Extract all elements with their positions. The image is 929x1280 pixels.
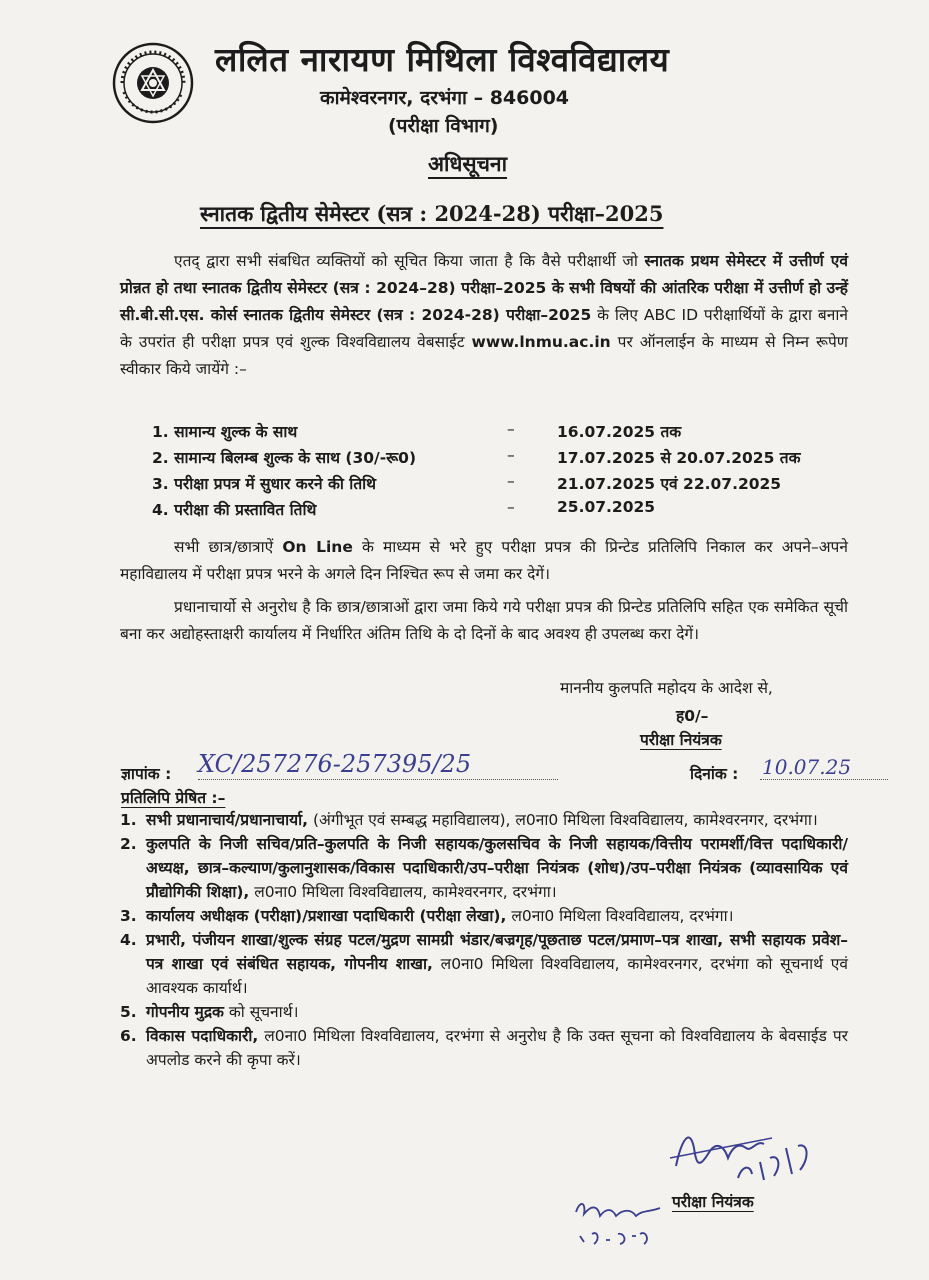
item-number: 2.: [120, 835, 137, 853]
schedule-date: 21.07.2025 एवं 22.07.2025: [557, 475, 782, 493]
item-number: 4.: [120, 931, 137, 949]
schedule-date: 17.07.2025 से 20.07.2025 तक: [557, 449, 801, 467]
intro-bold-1: स्नातक प्रथम सेमेस्टर में उत्तीर्ण एवं प्रोन्नत हो तथा स्नातक द्वितीय सेमेस्टर (सत्र : 2024–28) परीक्षा–2025 के सभी विषयों की आंतरिक परीक्षा में उत्तीर्ण हो उन्हें सी.बी.सी.एस. कोर्स स्नातक द्वितीय सेमेस्टर (सत्र : 2024-28) परीक्षा–2025: [120, 252, 848, 324]
item-bold: सभी प्रधानाचार्य/प्रधानाचार्या,: [146, 811, 309, 829]
item-text: ल0ना0 मिथिला विश्वविद्यालय, कामेश्वरनगर, दरभंगा।: [249, 883, 557, 901]
item-number: 1.: [120, 811, 137, 829]
schedule-row: [152, 472, 832, 498]
item-bold: गोपनीय मुद्रक: [146, 1003, 224, 1021]
list-item: [120, 928, 848, 1000]
list-item: [120, 1000, 848, 1024]
date-label: दिनांक :: [690, 765, 739, 783]
schedule-dash: –: [507, 446, 515, 464]
handwritten-signature: [668, 1118, 868, 1188]
item-text: (अंगीभूत एवं सम्बद्ध महाविद्यालय), ल0ना0 मिथिला विश्वविद्यालय, कामेश्वरनगर, दरभंगा।: [308, 811, 818, 829]
item-text: को सूचनार्थ।: [223, 1003, 299, 1021]
memo-dotted-line: [198, 779, 558, 780]
item-number: 6.: [120, 1027, 137, 1045]
schedule-date: 25.07.2025: [557, 498, 656, 516]
date-dotted-line: [760, 779, 888, 780]
schedule-row: [152, 420, 832, 446]
controller-title: परीक्षा नियंत्रक: [640, 731, 722, 749]
list-item: [120, 832, 848, 904]
department-name: (परीक्षा विभाग): [388, 115, 499, 137]
schedule-label: 2. सामान्य बिलम्ब शुल्क के साथ (30/-रू0): [152, 449, 417, 467]
item-text: ल0ना0 मिथिला विश्वविद्यालय, दरभंगा से अनुरोध है कि उक्त सूचना को विश्वविद्यालय के बेवसाईड पर अपलोड करने की कृपा करें।: [146, 1027, 848, 1069]
university-emblem-icon: [112, 42, 194, 124]
handwritten-initials: [570, 1190, 670, 1250]
item-bold: विकास पदाधिकारी,: [146, 1027, 259, 1045]
list-item: [120, 904, 848, 928]
intro-text-3: पर ऑनलाईन के माध्यम से निम्न रूपेण स्वीकार किये जायेंगे :–: [120, 333, 848, 378]
copy-list: [120, 808, 848, 1072]
schedule-dash: –: [507, 472, 515, 490]
schedule-dash: –: [507, 498, 515, 516]
by-order-line: माननीय कुलपति महोदय के आदेश से,: [560, 679, 773, 697]
item-bold: कुलपति के निजी सचिव/प्रति–कुलपति के निजी सहायक/कुलसचिव के निजी सहायक/वित्तीय परामर्शी/वित्त पदाधिकारी/अध्यक्ष, छात्र–कल्याण/कुलानुशासक/विकास पदाधिकारी/उप–परीक्षा नियंत्रक (शोध)/उप–परीक्षा नियंत्रक (व्यावसायिक एवं प्रौद्योगिकी शिक्षा),: [146, 835, 848, 901]
schedule-row: [152, 498, 832, 524]
schedule-row: [152, 446, 832, 472]
principal-request-paragraph: प्रधानाचार्यो से अनुरोध है कि छात्र/छात्राओं द्वारा जमा किये गये परीक्षा प्रपत्र की प्रिन्टेड प्रतिलिपि सहित एक समेकित सूची बना कर अद्योहस्ताक्षरी कार्यालय में निर्धारित अंतिम तिथि के दो दिनों के बाद अवश्य ही उपलब्ध करा देगें।: [120, 598, 848, 643]
footer-controller-title: परीक्षा नियंत्रक: [672, 1193, 754, 1211]
website-link: www.lnmu.ac.in: [471, 333, 611, 351]
item-bold: कार्यालय अधीक्षक (परीक्षा)/प्रशाखा पदाधिकारी (परीक्षा लेखा),: [146, 907, 507, 925]
item-text: ल0ना0 मिथिला विश्वविद्यालय, दरभंगा।: [506, 907, 734, 925]
copy-to-heading: प्रतिलिपि प्रेषित :–: [121, 789, 226, 807]
item-text: ल0ना0 मिथिला विश्वविद्यालय, कामेश्वरनगर, दरभंगा को सूचनार्थ एवं आवश्यक कार्यार्थ।: [146, 955, 848, 997]
schedule-dash: –: [507, 420, 515, 438]
schedule-label: 4. परीक्षा की प्रस्तावित तिथि: [152, 501, 317, 519]
submission-text-2: के माध्यम से भरे हुए परीक्षा प्रपत्र की प्रिन्टेड प्रतिलिपि निकाल कर अपने–अपने महाविद्यालय में परीक्षा प्रपत्र भरने के अगले दिन निश्चित रूप से जमा कर देगें।: [120, 538, 848, 583]
university-name: ललित नारायण मिथिला विश्वविद्यालय: [215, 40, 670, 79]
notification-heading: अधिसूचना: [428, 152, 508, 176]
intro-paragraph: [120, 248, 848, 383]
schedule-label: 3. परीक्षा प्रपत्र में सुधार करने की तिथि: [152, 475, 377, 493]
memo-number: XC/257276-257395/25: [198, 750, 472, 778]
submission-text-1: सभी छात्र/छात्राऐं: [174, 538, 283, 556]
list-item: [120, 1024, 848, 1072]
schedule-label: 1. सामान्य शुल्क के साथ: [152, 423, 298, 441]
memo-date: 10.07.25: [762, 755, 852, 779]
schedule-date: 16.07.2025 तक: [557, 423, 682, 441]
signed-mark: ह0/–: [676, 707, 709, 725]
intro-text-1: एतद् द्वारा सभी संबधित व्यक्तियों को सूचित किया जाता है कि वैसे परीक्षार्थी जो: [174, 252, 645, 270]
list-item: [120, 808, 848, 832]
item-bold: प्रभारी, पंजीयन शाखा/शुल्क संग्रह पटल/मुद्रण सामग्री भंडार/बज्रगृह/पूछताछ पटल/प्रमाण–पत्र शाखा, सभी सहायक प्रवेश–पत्र शाखा एवं संबंधित सहायक, गोपनीय शाखा,: [146, 931, 848, 973]
online-bold: On Line: [282, 538, 353, 556]
university-address: कामेश्वरनगर, दरभंगा – 846004: [320, 87, 570, 109]
item-number: 3.: [120, 907, 137, 925]
memo-label: ज्ञापांक :: [121, 765, 172, 783]
submission-paragraph: [120, 534, 848, 588]
notification-subject: स्नातक द्वितीय सेमेस्टर (सत्र : 2024-28) परीक्षा–2025: [200, 201, 664, 226]
schedule-table: [152, 420, 832, 524]
item-number: 5.: [120, 1003, 137, 1021]
intro-text-2: के लिए ABC ID परीक्षार्थियों के द्वारा बनाने के उपरांत ही परीक्षा प्रपत्र एवं शुल्क विश्वविद्यालय वेबसाईट: [120, 306, 848, 351]
